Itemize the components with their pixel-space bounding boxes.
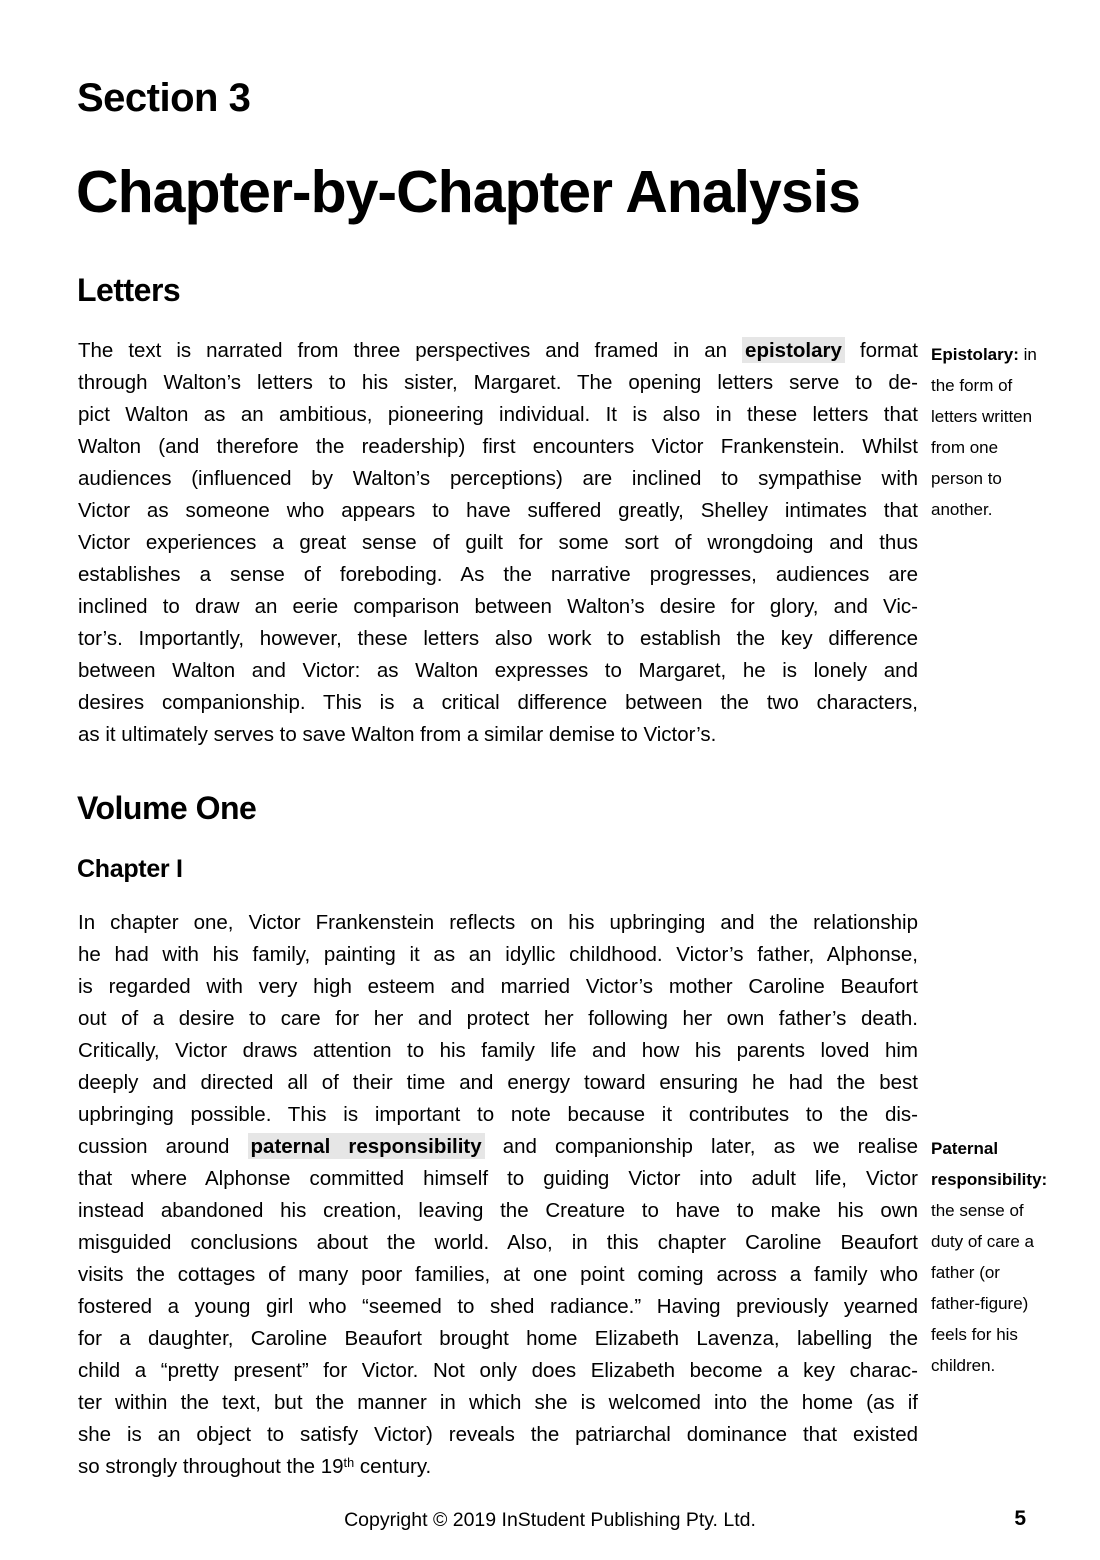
text-segment: duty of care a	[931, 1232, 1035, 1251]
text-line	[78, 495, 918, 527]
text-line	[78, 939, 918, 971]
text-segment: deeply and directed all of their time and energy toward ensuring he had the best	[78, 1071, 918, 1094]
text-line	[78, 1419, 918, 1451]
text-line	[931, 370, 1081, 401]
text-line	[78, 1323, 918, 1355]
text-line	[78, 1387, 918, 1419]
bold-term: responsibility:	[931, 1170, 1048, 1189]
highlighted-term: paternal responsibility	[248, 1133, 485, 1159]
text-segment: fostered a young girl who “seemed to shed radiance.” Having previously yearned	[78, 1295, 918, 1318]
text-line	[931, 494, 1081, 525]
text-line	[78, 655, 918, 687]
text-line	[78, 1003, 918, 1035]
text-line	[78, 907, 918, 939]
text-line	[78, 591, 918, 623]
text-segment: letters written	[931, 407, 1033, 426]
text-segment: Victor as someone who appears to have suffered greatly, Shelley intimates that	[78, 499, 918, 522]
text-segment: desires companionship. This is a critical difference between the two characters,	[78, 691, 918, 714]
text-segment: person to	[931, 469, 1002, 488]
heading-letters: Letters	[77, 272, 181, 308]
heading-volume-one: Volume One	[77, 790, 257, 826]
text-segment: the form of	[931, 376, 1013, 395]
text-line	[78, 1163, 918, 1195]
text-line	[78, 1355, 918, 1387]
text-segment: inclined to draw an eerie comparison between Walton’s desire for glory, and Vic-	[78, 595, 918, 618]
page-number: 5	[1014, 1507, 1026, 1530]
text-line	[78, 1259, 918, 1291]
text-segment: she is an object to satisfy Victor) reveals the patriarchal dominance that existed	[78, 1423, 918, 1446]
text-segment: as it ultimately serves to save Walton from a similar demise to Victor’s.	[78, 723, 717, 746]
text-segment: The text is narrated from three perspectives and framed in an	[78, 339, 743, 362]
text-line	[78, 399, 918, 431]
text-line	[78, 431, 918, 463]
text-line	[931, 432, 1081, 463]
text-line	[78, 719, 918, 751]
text-segment: another.	[931, 500, 993, 519]
bold-term: Epistolary:	[931, 345, 1019, 364]
text-segment: child a “pretty present” for Victor. Not only does Elizabeth become a key charac-	[78, 1359, 918, 1382]
paragraph-letters	[78, 335, 918, 751]
text-segment: feels for his	[931, 1325, 1018, 1344]
text-line	[78, 687, 918, 719]
margin-note-paternal-responsibility	[931, 1133, 1081, 1381]
text-line	[931, 1195, 1081, 1226]
text-segment: Victor experiences a great sense of guilt for some sort of wrongdoing and thus	[78, 531, 918, 554]
text-segment: he had with his family, painting it as an idyllic childhood. Victor’s father, Alphonse,	[78, 943, 918, 966]
text-segment: between Walton and Victor: as Walton expresses to Margaret, he is lonely and	[78, 659, 918, 682]
text-line	[931, 1133, 1081, 1164]
text-line	[78, 1099, 918, 1131]
text-line	[78, 527, 918, 559]
text-line	[78, 623, 918, 655]
text-line	[78, 1291, 918, 1323]
text-segment: Walton (and therefore the readership) first encounters Victor Frankenstein. Whilst	[78, 435, 918, 458]
text-line	[931, 463, 1081, 494]
text-segment: the sense of	[931, 1201, 1024, 1220]
text-line	[931, 1226, 1081, 1257]
margin-note-epistolary	[931, 339, 1081, 525]
text-line	[78, 1227, 918, 1259]
text-segment: cussion around	[78, 1135, 248, 1158]
heading-chapter-i: Chapter I	[77, 855, 183, 883]
text-segment: audiences (influenced by Walton’s perceptions) are inclined to sympathise with	[78, 467, 918, 490]
text-line	[78, 559, 918, 591]
text-line	[78, 367, 918, 399]
text-segment: Critically, Victor draws attention to his family life and how his parents loved him	[78, 1039, 918, 1062]
text-segment: upbringing possible. This is important to note because it contributes to the dis-	[78, 1103, 918, 1126]
page-title: Chapter-by-Chapter Analysis	[76, 159, 860, 225]
text-segment: tor’s. Importantly, however, these letters also work to establish the key difference	[78, 627, 918, 650]
text-segment: century.	[354, 1455, 432, 1478]
bold-term: Paternal	[931, 1139, 999, 1158]
paragraph-chapter-i	[78, 907, 918, 1483]
text-line	[931, 1257, 1081, 1288]
text-line	[78, 1195, 918, 1227]
text-segment: visits the cottages of many poor families, at one point coming across a family who	[78, 1263, 918, 1286]
text-segment: format	[844, 339, 918, 362]
text-segment: misguided conclusions about the world. Also, in this chapter Caroline Beaufort	[78, 1231, 918, 1254]
text-segment: children.	[931, 1356, 996, 1375]
text-line	[78, 1451, 918, 1483]
text-segment: so strongly throughout the 19	[78, 1455, 344, 1478]
text-segment: In chapter one, Victor Frankenstein reflects on his upbringing and the relationship	[78, 911, 918, 934]
text-line	[78, 1131, 918, 1163]
text-line	[931, 1164, 1081, 1195]
text-line	[78, 971, 918, 1003]
text-segment: from one	[931, 438, 999, 457]
footer-copyright: Copyright © 2019 InStudent Publishing Pty. Ltd.	[344, 1509, 756, 1531]
text-segment: instead abandoned his creation, leaving the Creature to have to make his own	[78, 1199, 918, 1222]
section-label: Section 3	[77, 76, 251, 120]
text-line	[78, 335, 918, 367]
highlighted-term: epistolary	[742, 337, 845, 363]
text-segment: is regarded with very high esteem and married Victor’s mother Caroline Beaufort	[78, 975, 918, 998]
text-line	[931, 401, 1081, 432]
text-segment: establishes a sense of foreboding. As the narrative progresses, audiences are	[78, 563, 918, 586]
text-segment: for a daughter, Caroline Beaufort brought home Elizabeth Lavenza, labelling the	[78, 1327, 918, 1350]
text-segment: that where Alphonse committed himself to guiding Victor into adult life, Victor	[78, 1167, 918, 1190]
text-segment: father-figure)	[931, 1294, 1029, 1313]
text-line	[78, 463, 918, 495]
text-segment: in	[1018, 345, 1037, 364]
text-segment: through Walton’s letters to his sister, Margaret. The opening letters serve to de-	[78, 371, 918, 394]
text-segment: ter within the text, but the manner in which she is welcomed into the home (as if	[78, 1391, 918, 1414]
text-segment: father (or	[931, 1263, 1000, 1282]
text-line	[931, 1319, 1081, 1350]
text-segment: out of a desire to care for her and protect her following her own father’s death.	[78, 1007, 918, 1030]
text-segment: pict Walton as an ambitious, pioneering individual. It is also in these letters that	[78, 403, 918, 426]
text-line	[78, 1035, 918, 1067]
text-segment: and companionship later, as we realise	[484, 1135, 918, 1158]
text-line	[931, 1288, 1081, 1319]
superscript: th	[343, 1454, 355, 1470]
text-line	[78, 1067, 918, 1099]
text-line	[931, 1350, 1081, 1381]
text-line	[931, 339, 1081, 370]
